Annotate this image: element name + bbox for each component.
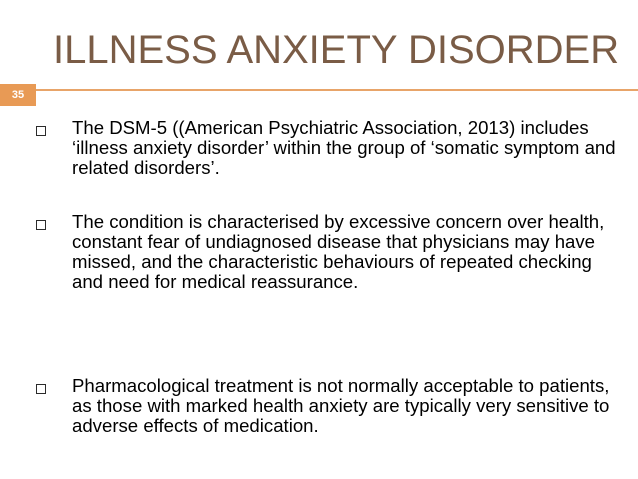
bullet-text: The condition is characterised by excessive concern over health, constant fear of undiagnosed disease that physicians may have missed, and the characteristic behaviours of repeated checking and need for medical reassurance. xyxy=(72,211,605,292)
square-bullet-icon xyxy=(36,384,46,394)
title-divider xyxy=(36,89,638,91)
square-bullet-icon xyxy=(36,220,46,230)
bullet-text: Pharmacological treatment is not normally acceptable to patients, as those with marked health anxiety are typically very sensitive to adverse effects of medication. xyxy=(72,375,610,436)
slide-title: ILLNESS ANXIETY DISORDER xyxy=(53,28,620,72)
square-bullet-icon xyxy=(36,126,46,136)
bullet-text: The DSM-5 ((American Psychiatric Association, 2013) includes ‘illness anxiety disorder’ within the group of ‘somatic symptom and related disorders’. xyxy=(72,117,616,178)
slide-number-badge: 35 xyxy=(0,84,36,106)
